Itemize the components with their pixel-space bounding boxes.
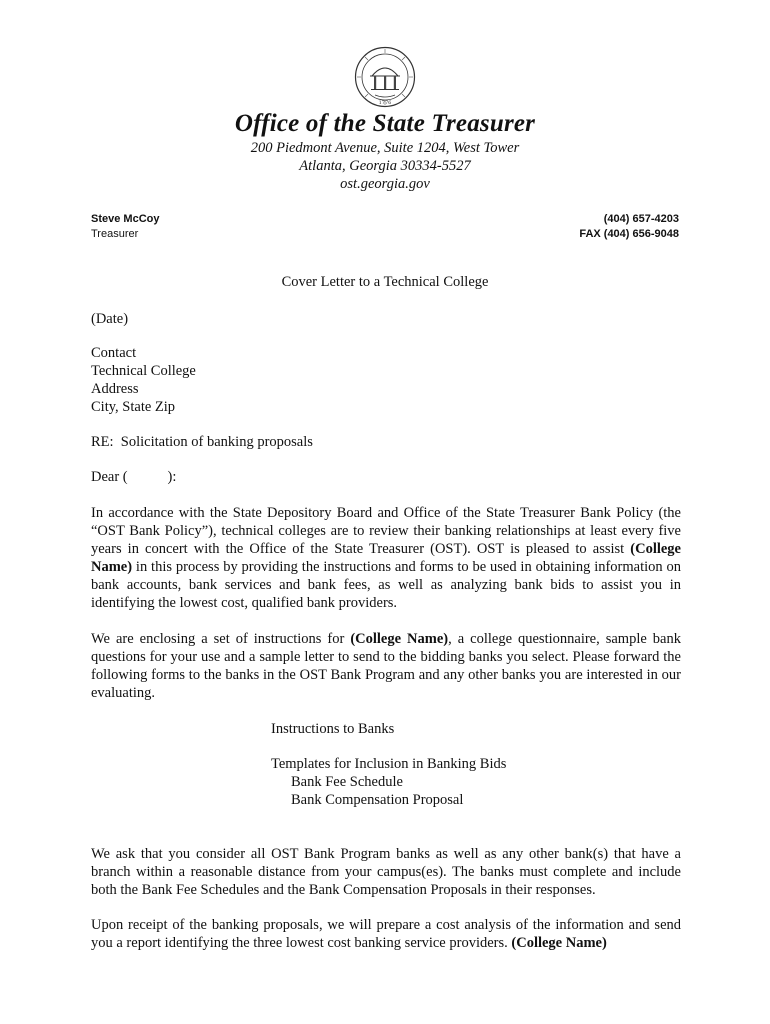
paragraph-2-text-a: We are enclosing a set of instructions for — [91, 631, 351, 647]
paragraph-4-college-name: (College Name) — [511, 935, 607, 951]
fax-number: FAX (404) 656-9048 — [579, 228, 679, 240]
paragraph-2-college-name: (College Name) — [350, 631, 449, 647]
recipient-line-4: City, State Zip — [91, 399, 176, 415]
subject-heading: Cover Letter to a Technical College — [281, 274, 489, 290]
paragraph-3: We ask that you consider all OST Bank Program banks as well as any other bank(s) that have a branch within a reasonable distance from your campus(es). The banks must complete and include both the Bank Fee Schedules and the Bank Compensation Proposals in their responses. — [91, 846, 681, 898]
paragraph-1-text-b: in this process by providing the instructions and forms to be used in obtaining information on bank accounts, bank services and bank fees, as well as analyzing bank bids to assist you in identifying the lowest cost, qualified bank providers. — [91, 559, 681, 611]
paragraph-1-text-a: In accordance with the State Depository Board and Office of the State Treasurer Bank Policy (the “OST Bank Policy”), technical colleges are to review their banking relationships at least every five years in concert with the Office of the State Treasurer (OST). OST is pleased to assist — [91, 505, 681, 557]
georgia-state-seal-icon — [354, 46, 416, 108]
recipient-line-3: Address — [91, 381, 139, 397]
enclosure-instructions: Instructions to Banks — [271, 721, 395, 737]
address-line-1: 200 Piedmont Avenue, Suite 1204, West Tower — [250, 140, 520, 156]
address-line-2: Atlanta, Georgia 30334-5527 — [299, 158, 471, 174]
enclosure-compensation-proposal: Bank Compensation Proposal — [291, 792, 464, 808]
re-line: RE: Solicitation of banking proposals — [91, 434, 313, 450]
website: ost.georgia.gov — [340, 176, 430, 192]
enclosure-templates: Templates for Inclusion in Banking Bids — [271, 756, 507, 772]
treasurer-title: Treasurer — [91, 228, 139, 240]
paragraph-4 — [91, 916, 681, 952]
paragraph-1-college-name: (College Name) — [91, 541, 681, 575]
recipient-line-2: Technical College — [91, 363, 196, 379]
letter-date: (Date) — [91, 311, 129, 327]
office-title: Office of the State Treasurer — [234, 110, 536, 137]
treasurer-name: Steve McCoy — [91, 213, 160, 225]
paragraph-4-text: Upon receipt of the banking proposals, we will prepare a cost analysis of the information and send you a report identifying the three lowest cost banking service providers. — [91, 917, 681, 951]
paragraph-2 — [91, 630, 681, 702]
salutation: Dear ( ): — [91, 469, 177, 485]
paragraph-1 — [91, 504, 681, 612]
recipient-line-1: Contact — [91, 345, 137, 361]
phone-number: (404) 657-4203 — [603, 213, 679, 225]
seal-year: 1776 — [378, 100, 392, 106]
enclosure-fee-schedule: Bank Fee Schedule — [291, 774, 403, 790]
paragraph-2-text-b: , a college questionnaire, sample bank questions for your use and a sample letter to send to the bidding banks you select. Please forward the following forms to the banks in the OST Bank Program and any other banks you are interested in our evaluating. — [91, 631, 681, 701]
